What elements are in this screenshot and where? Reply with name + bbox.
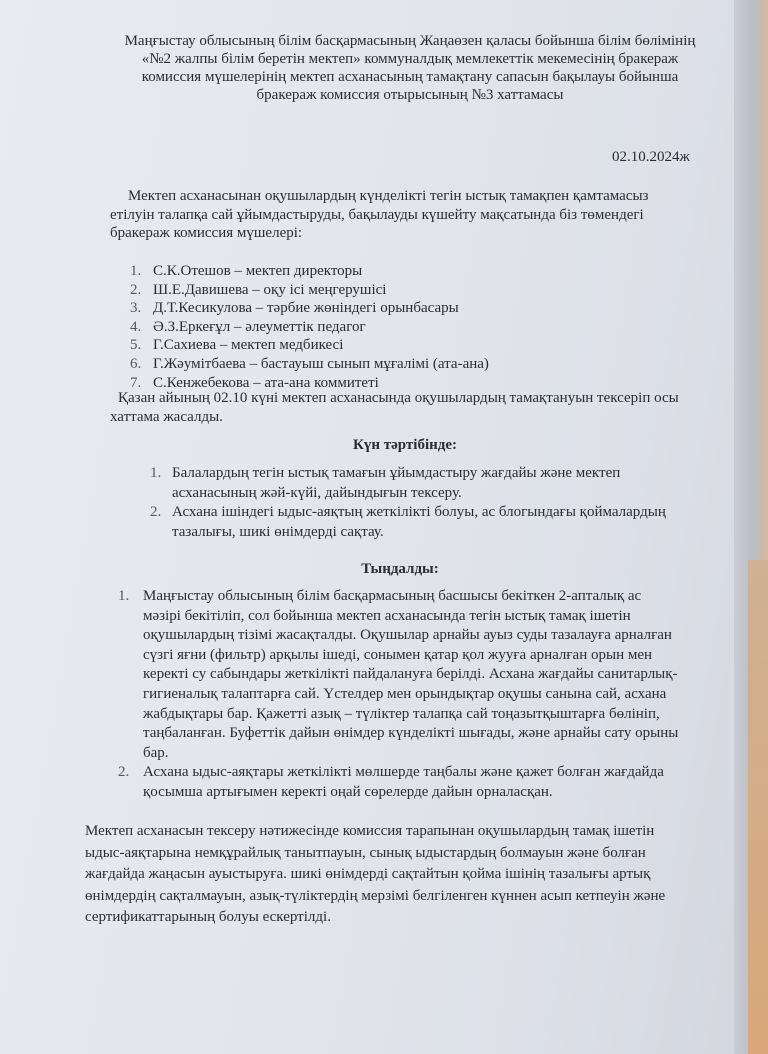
- member-item: [130, 318, 489, 337]
- member-text: Г.Сахиева – мектеп медбикесі: [153, 337, 344, 354]
- title-line: Маңғыстау облысының білім басқармасының Жаңаөзен қаласы бойынша білім бөлімінің: [124, 33, 696, 49]
- listened-item-line: жабдықтары бар. Қажетті азық – түліктер талапқа сай тоңазытқыштарға бөлініп,: [143, 705, 660, 722]
- intro-paragraph: [110, 187, 648, 243]
- background-surface: [748, 560, 768, 1054]
- list-number: 2.: [150, 504, 162, 520]
- member-text: Ш.Е.Давишева – оқу ісі меңгерушісі: [153, 281, 387, 298]
- member-item: [130, 281, 489, 300]
- list-number: 2.: [118, 764, 130, 781]
- listened-item-line: бар.: [143, 744, 169, 761]
- title-line: бракераж комиссия отырысының №3 хаттамасы: [256, 87, 564, 103]
- agenda-item-line: Балалардың тегін ыстық тамағын ұйымдастыру жағдайы және мектеп: [172, 465, 621, 481]
- member-item: [130, 262, 489, 281]
- member-text: С.К.Отешов – мектеп директоры: [153, 263, 363, 279]
- listened-item-line: сүзгі яғни (фильтр) арқылы ішеді, сонымен қатар қол жууға арналған орын мен: [143, 646, 653, 663]
- inspection-date-note: [110, 389, 679, 427]
- member-text: Ә.З.Еркеғұл – әлеуметтік педагог: [153, 318, 366, 335]
- member-text: Д.Т.Кесикулова – тәрбие жөніндегі орынбасары: [153, 300, 459, 317]
- member-item: [130, 355, 489, 374]
- member-item: [130, 336, 489, 355]
- member-text: С.Кенжебекова – ата-ана коммитеті: [153, 374, 379, 391]
- list-number: 2.: [130, 281, 142, 298]
- list-number: 1.: [130, 263, 142, 279]
- listened-item: [118, 763, 678, 802]
- list-number: 4.: [130, 318, 142, 335]
- conclusion-line: ыдыс-аяқтарына немқұрайлық танытпауын, сынық ыдыстардың болмауын және болған: [85, 844, 646, 861]
- list-number: 1.: [118, 588, 130, 604]
- listened-item-line: Маңғыстау облысының білім басқармасының басшысы бекіткен 2-апталық ас: [143, 588, 642, 604]
- title-line: комиссия мүшелерінің мектеп асханасының тамақтану сапасын бақылауы бойынша: [141, 69, 679, 85]
- date-note-line: хаттама жасалды.: [110, 409, 223, 425]
- member-item: [130, 299, 489, 318]
- agenda-item-line: Асхана ішіндегі ыдыс-аяқтың жеткілікті болуы, ас блогындағы қоймалардың: [172, 504, 666, 520]
- member-text: Г.Жәумітбаева – бастауыш сынып мұғалімі (ата-ана): [153, 355, 489, 372]
- listened-item-line: керекті су сабындары жеткілікті пайдалануға берілді. Асхана жағдайы санитарлық-: [143, 666, 678, 683]
- list-number: 5.: [130, 337, 142, 354]
- conclusion-line: сертификаттарының болуы ескертілді.: [85, 909, 331, 925]
- listened-item-line: Асхана ыдыс-аяқтары жеткілікті мөлшерде таңбалы және қажет болған жағдайда: [143, 764, 664, 781]
- listened-item-line: қосымша артығымен керекті оңай сөрелерде дайын орналасқан.: [143, 783, 553, 800]
- listened-item-line: таңбаланған. Буфеттік дайын өнімдер күнделікті шығады, және арнайы сату орыны: [143, 725, 679, 742]
- listened-item-line: гигиеналық талаптарға сай. Үстелдер мен орындықтар оқушы санына сай, асхана: [143, 685, 667, 702]
- agenda-list: [150, 464, 666, 542]
- agenda-item-line: асханасының жәй-күйі, дайындығын тексеру.: [172, 484, 462, 501]
- agenda-item-line: тазалығы, шикі өнімдерді сақтау.: [172, 523, 384, 540]
- intro-line: етілуін талапқа сай ұйымдастыруды, бақылауды күшейту мақсатында біз төмендегі: [110, 206, 644, 223]
- conclusion-line: өнімдердің сақталмауын, азық-түліктердің мерзімі белгіленген күннен асып кетпеуін және: [85, 887, 666, 904]
- conclusion-line: жағдайда жаңасын ауыстыруға. шикі өнімдерді сақтайтын қойма ішінің тазалығы артық: [85, 866, 651, 882]
- commission-members-list: [130, 262, 489, 392]
- conclusion-line: Мектеп асханасын тексеру нәтижесінде комиссия тарапынан оқушылардың тамақ ішетін: [85, 823, 655, 839]
- listened-item: [118, 587, 678, 763]
- list-number: 3.: [130, 300, 142, 317]
- listened-item-line: мәзірі бекітіліп, сол бойынша мектеп асханасында тегін ыстық тамақ ішетін: [143, 607, 631, 624]
- intro-line: Мектеп асханасынан оқушылардың күнделікті тегін ыстық тамақпен қамтамасыз: [128, 188, 649, 204]
- date-note-line: Қазан айының 02.10 күні мектеп асханасында оқушылардың тамақтануын тексеріп осы: [118, 390, 679, 406]
- listened-item-line: оқушылардың тізімі жасақталды. Оқушылар арнайы ауыз суды тазалауға арналған: [143, 627, 672, 644]
- agenda-item: [150, 464, 666, 503]
- listened-list: [118, 587, 678, 803]
- document-title: [120, 32, 700, 104]
- agenda-heading: Күн тәртібінде:: [352, 437, 458, 453]
- agenda-item: [150, 503, 666, 542]
- document-date: 02.10.2024ж: [612, 149, 690, 165]
- intro-line: бракераж комиссия мүшелері:: [110, 225, 303, 241]
- list-number: 1.: [150, 465, 162, 481]
- conclusion-paragraph: [85, 821, 665, 929]
- title-line: «№2 жалпы білім беретін мектеп» коммуналдық мемлекеттік мекемесінің бракераж: [141, 51, 679, 67]
- list-number: 7.: [130, 374, 142, 391]
- listened-heading: Тыңдалды:: [361, 561, 439, 577]
- list-number: 6.: [130, 355, 142, 372]
